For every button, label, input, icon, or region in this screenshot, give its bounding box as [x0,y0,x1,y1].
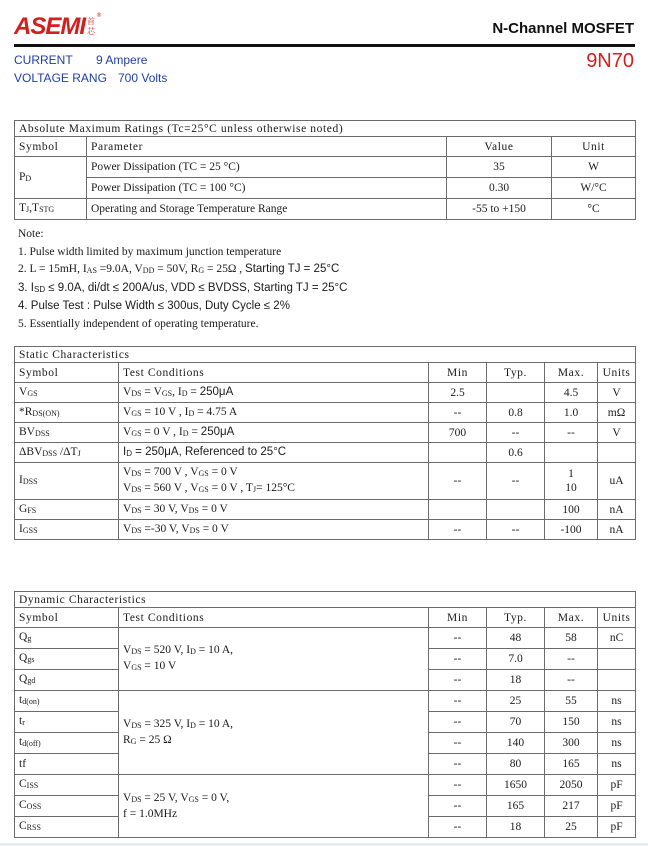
voltage-label: VOLTAGE RANG [14,71,107,85]
unit-cell: V [598,423,636,443]
table-row [15,443,636,463]
static-table [14,346,636,540]
typ-cell: 165 [487,796,545,817]
doc-type-title: N-Channel MOSFET [492,20,634,37]
cond-cell: $V_{DS} = 325$ V, $I_D = 10$ A, $R_G = 25$ Ω [119,691,429,775]
symbol-cell: $P_D$ [15,157,87,199]
col-header: Parameter [87,137,447,157]
abs-max-header-row [15,137,636,157]
typ-cell: 18 [487,817,545,838]
current-spec [14,53,147,67]
unit-cell: nC [598,628,636,649]
typ-cell: 7.0 [487,649,545,670]
typ-cell: 70 [487,712,545,733]
unit-cell: nA [598,520,636,540]
static-title: Static Characteristics [15,347,636,363]
table-row [15,775,636,796]
value-cell: 35 [447,157,552,178]
symbol-cell: $Q_g$ [15,628,119,649]
dynamic-header-row [15,608,636,628]
min-cell [429,500,487,520]
unit-cell: W/°C [552,178,636,199]
dynamic-title: Dynamic Characteristics [15,592,636,608]
typ-cell: 48 [487,628,545,649]
typ-cell [487,500,545,520]
svg-text:首: 首 [87,17,95,26]
col-header: Unit [552,137,636,157]
symbol-cell: $*R_{DS(ON)}$ [15,403,119,423]
svg-text:芯: 芯 [87,27,95,36]
min-cell: -- [429,754,487,775]
unit-cell: ns [598,754,636,775]
min-cell: -- [429,463,487,500]
max-cell: -- [545,670,598,691]
note-item: 1. Pulse width limited by maximum junction temperature [18,245,282,258]
min-cell: -- [429,670,487,691]
min-cell [429,443,487,463]
note-item: 2. L = 15mH, $I_{AS} =9.0A$, $V_{DD} = 50V$, $R_G = 25\Omega$ , Starting TJ = 25°C [18,263,340,275]
max-cell: 100 [545,500,598,520]
max-cell: -- [545,649,598,670]
col-header: Value [447,137,552,157]
max-value: 10 [565,482,577,494]
cond-cell: $V_{GS} = 10$ V , $I_D = 4.75$ A [119,403,429,423]
typ-cell: 140 [487,733,545,754]
max-cell: 1.0 [545,403,598,423]
max-cell: 300 [545,733,598,754]
table-row [15,691,636,712]
current-value: 9 Ampere [96,53,148,67]
header-divider [14,44,635,47]
table-row [15,628,636,649]
table-row [15,423,636,443]
unit-cell [598,670,636,691]
col-header: Typ. [487,608,545,628]
min-cell: -- [429,691,487,712]
symbol-cell: $I_{DSS}$ [15,463,119,500]
cond-cell: $V_{DS} = 700$ V , $V_{GS} = 0$ V $V_{DS} = 560$ V , $V_{GS} = 0$ V , $T_J= 125^\circ C$ [119,463,429,500]
symbol-cell: $I_{GSS}$ [15,520,119,540]
max-cell: -- [545,423,598,443]
table-row [15,178,636,199]
unit-cell [598,649,636,670]
symbol-cell: $BV_{DSS}$ [15,423,119,443]
typ-cell: 1650 [487,775,545,796]
unit-cell [598,443,636,463]
unit-cell: ns [598,691,636,712]
min-cell: -- [429,775,487,796]
min-cell: -- [429,817,487,838]
min-cell: -- [429,520,487,540]
max-cell: 165 [545,754,598,775]
svg-text:®: ® [96,12,102,19]
col-header: Units [598,608,636,628]
unit-cell: W [552,157,636,178]
unit-cell: pF [598,775,636,796]
min-cell: -- [429,733,487,754]
symbol-cell: $t_{d(off)}$ [15,733,119,754]
value-cell: -55 to +150 [447,199,552,220]
notes-block [18,226,347,333]
symbol-cell: $Q_{gs}$ [15,649,119,670]
typ-cell: 80 [487,754,545,775]
symbol-cell: $Q_{gd}$ [15,670,119,691]
symbol-cell: $t_r$ [15,712,119,733]
max-cell: 150 [545,712,598,733]
min-cell: -- [429,712,487,733]
value-cell: 0.30 [447,178,552,199]
table-row [15,157,636,178]
table-row [15,383,636,403]
abs-max-title: Absolute Maximum Ratings (Tc=25°C unless otherwise noted) [15,121,636,137]
abs-max-table [14,120,636,220]
typ-cell: 0.6 [487,443,545,463]
typ-cell: 0.8 [487,403,545,423]
col-header: Test Conditions [119,363,429,383]
param-cell: Power Dissipation (TC = 25 °C) [87,157,447,178]
current-label: CURRENT [14,53,73,67]
cond-cell: $V_{DS} = 520$ V, $I_D = 10$ A, $V_{GS} = 10$ V [119,628,429,691]
cond-cell: $I_D = 250\mu A$, Referenced to 25°C [119,443,429,463]
max-cell: 25 [545,817,598,838]
svg-text:ASEMI: ASEMI [14,13,86,40]
max-cell: 4.5 [545,383,598,403]
unit-cell: ns [598,733,636,754]
note-item: 5. Essentially independent of operating temperature. [18,317,259,330]
symbol-cell: $C_{RSS}$ [15,817,119,838]
col-header: Symbol [15,608,119,628]
max-cell: 2050 [545,775,598,796]
table-row [15,520,636,540]
unit-cell: °C [552,199,636,220]
param-cell: Operating and Storage Temperature Range [87,199,447,220]
part-number: 9N70 [586,50,634,72]
unit-cell: V [598,383,636,403]
col-header: Symbol [15,363,119,383]
symbol-cell: tf [15,754,119,775]
col-header: Max. [545,363,598,383]
dynamic-table [14,591,636,838]
symbol-cell: $V_{GS}$ [15,383,119,403]
symbol-cell: $t_{d(on)}$ [15,691,119,712]
param-cell: Power Dissipation (TC = 100 °C) [87,178,447,199]
static-header-row [15,363,636,383]
symbol-cell: $\Delta BV_{DSS}$ $/\Delta T_J$ [15,443,119,463]
table-row [15,403,636,423]
symbol-cell: $G_{FS}$ [15,500,119,520]
min-cell: 2.5 [429,383,487,403]
table-row [15,199,636,220]
unit-cell: pF [598,796,636,817]
max-cell: 58 [545,628,598,649]
typ-cell [487,383,545,403]
table-row [15,500,636,520]
asemi-logo [14,10,104,42]
unit-cell: nA [598,500,636,520]
cond-cell: $V_{DS} = 25$ V, $V_{GS} = 0$ V, f = 1.0MHz [119,775,429,838]
max-cell [545,443,598,463]
typ-cell: -- [487,423,545,443]
cond-cell: $V_{DS} = 30$ V, $V_{DS} = 0$ V [119,500,429,520]
max-cell: 217 [545,796,598,817]
col-header: Max. [545,608,598,628]
unit-cell: pF [598,817,636,838]
min-cell: -- [429,403,487,423]
max-cell [545,463,598,500]
cond-cell: $V_{GS} = 0$ V , $I_D = 250\mu A$ [119,423,429,443]
notes-title: Note: [18,228,44,240]
cond-cell: $V_{DS} =-30$ V, $V_{DS} = 0$ V [119,520,429,540]
typ-cell: -- [487,463,545,500]
min-cell: -- [429,649,487,670]
min-cell: -- [429,628,487,649]
voltage-spec [14,71,167,85]
note-item: 4. Pulse Test : Pulse Width ≤ 300us, Duty Cycle ≤ 2% [18,300,290,312]
max-cell: -100 [545,520,598,540]
symbol-cell: $C_{OSS}$ [15,796,119,817]
table-row [15,463,636,500]
voltage-value: 700 Volts [118,71,168,85]
cond-cell: $V_{DS} = V_{GS}$, $I_D = 250\mu A$ [119,383,429,403]
max-value: 1 [568,468,574,480]
min-cell: -- [429,796,487,817]
typ-cell: -- [487,520,545,540]
unit-cell: ns [598,712,636,733]
col-header: Typ. [487,363,545,383]
symbol-cell: $T_J,T_{STG}$ [15,199,87,220]
col-header: Min [429,608,487,628]
min-cell: 700 [429,423,487,443]
max-cell: 55 [545,691,598,712]
col-header: Min [429,363,487,383]
unit-cell: mΩ [598,403,636,423]
symbol-cell: $C_{ISS}$ [15,775,119,796]
note-item: 3. $I_{SD} \le 9.0A$, di/dt ≤ 200A/us, VDD ≤ BVDSS, Starting TJ = 25°C [18,281,348,294]
unit-cell: uA [598,463,636,500]
col-header: Units [598,363,636,383]
typ-cell: 18 [487,670,545,691]
col-header: Symbol [15,137,87,157]
typ-cell: 25 [487,691,545,712]
col-header: Test Conditions [119,608,429,628]
